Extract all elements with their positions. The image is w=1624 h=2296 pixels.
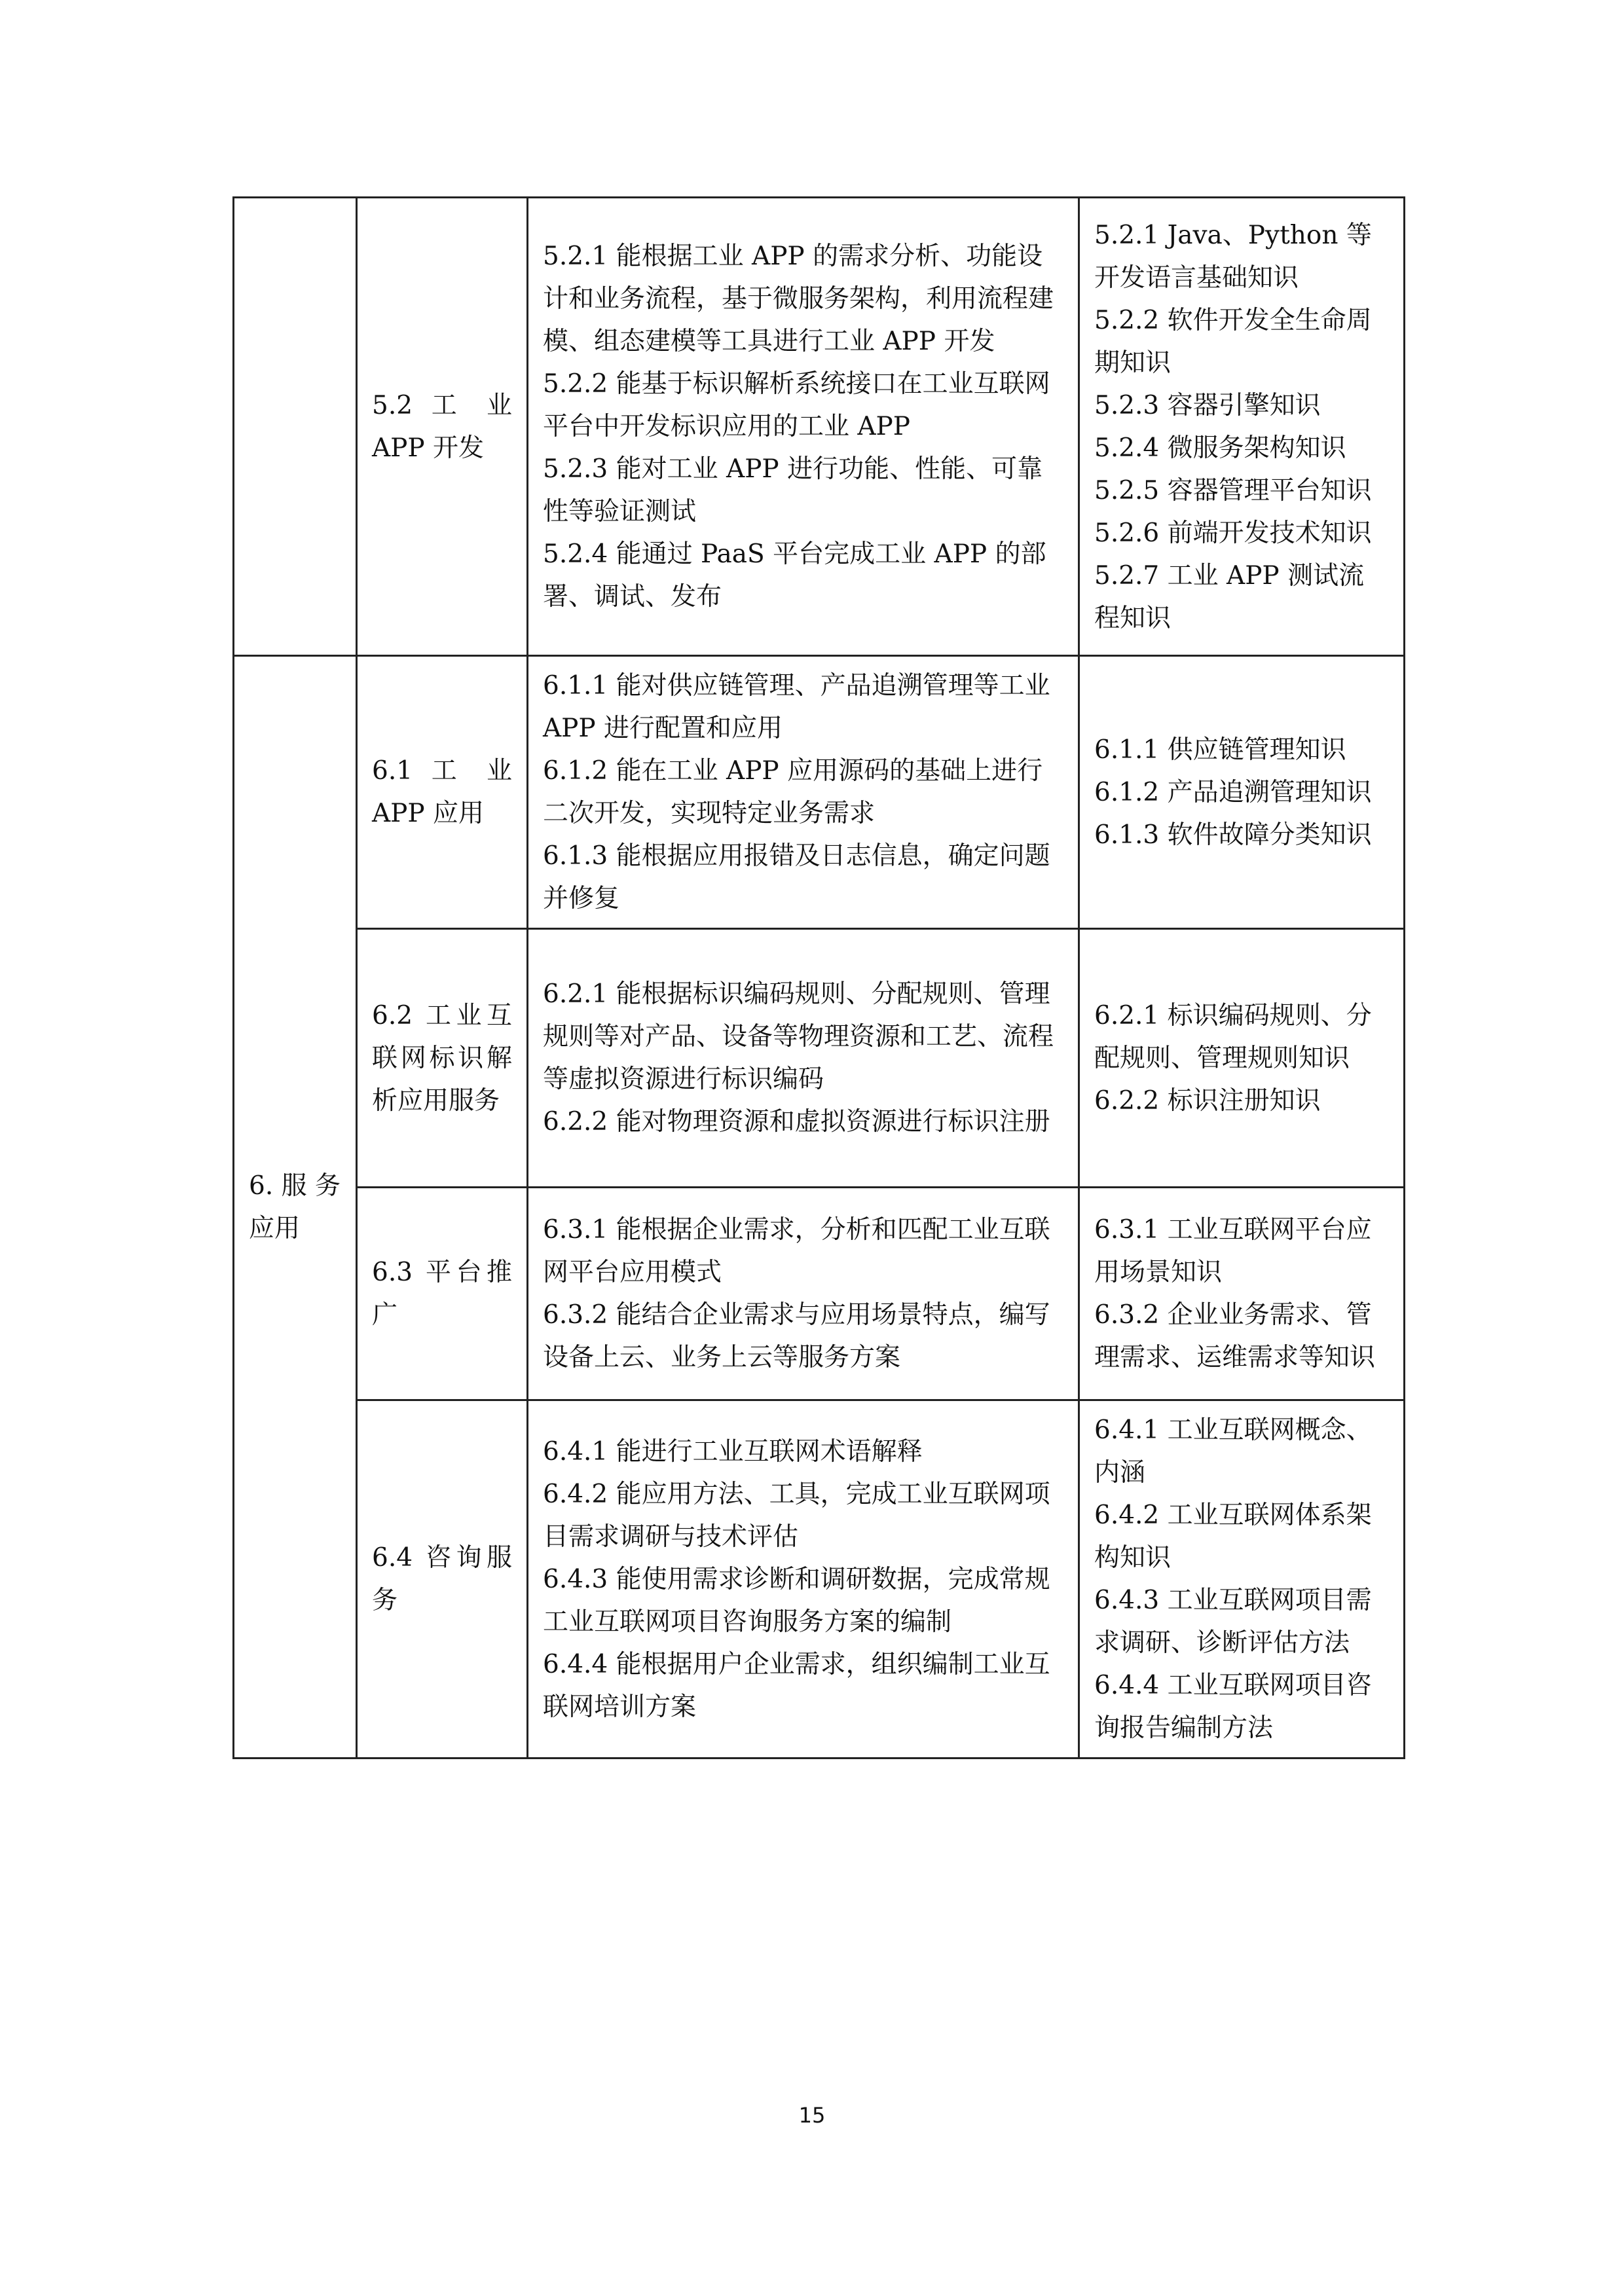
knowledge-item: 6.3.2 企业业务需求、管理需求、运维需求等知识 <box>1094 1300 1376 1372</box>
knowledge-cell <box>1079 198 1405 656</box>
skills-cell <box>528 1400 1079 1758</box>
skill-item: 6.4.2 能应用方法、工具，完成工业互联网项目需求调研与技术评估 <box>543 1479 1050 1552</box>
skill-item: 5.2.3 能对工业 APP 进行功能、性能、可靠性等验证测试 <box>543 454 1043 526</box>
skill-item: 5.2.2 能基于标识解析系统接口在工业互联网平台中开发标识应用的工业 APP <box>543 369 1050 441</box>
knowledge-item: 6.4.4 工业互联网项目咨询报告编制方法 <box>1094 1671 1372 1743</box>
table-row <box>234 1400 1405 1758</box>
knowledge-item: 6.4.2 工业互联网体系架构知识 <box>1094 1501 1372 1573</box>
level1-cell: 6. 服 务应用 <box>234 656 357 1758</box>
knowledge-item: 6.1.1 供应链管理知识 <box>1094 735 1346 765</box>
skill-item: 6.1.2 能在工业 APP 应用源码的基础上进行二次开发，实现特定业务需求 <box>543 756 1043 828</box>
skills-cell <box>528 198 1079 656</box>
level2-cell: 6.2 工业互联网标识解析应用服务 <box>357 929 528 1188</box>
knowledge-cell <box>1079 929 1405 1188</box>
knowledge-cell <box>1079 1188 1405 1400</box>
level2-cell: 5.2 工 业 APP 开发 <box>357 198 528 656</box>
skill-item: 6.1.3 能根据应用报错及日志信息，确定问题并修复 <box>543 841 1050 913</box>
skills-cell <box>528 1188 1079 1400</box>
knowledge-item: 5.2.7 工业 APP 测试流程知识 <box>1094 560 1365 633</box>
skills-table <box>232 196 1405 1759</box>
knowledge-item: 5.2.1 Java、Python 等开发语言基础知识 <box>1094 220 1372 293</box>
skill-item: 6.2.2 能对物理资源和虚拟资源进行标识注册 <box>543 1107 1050 1137</box>
skills-cell <box>528 929 1079 1188</box>
skill-item: 5.2.1 能根据工业 APP 的需求分析、功能设计和业务流程，基于微服务架构，利用流程建模、组态建模等工具进行工业 APP 开发 <box>543 242 1054 356</box>
knowledge-item: 6.4.1 工业互联网概念、内涵 <box>1094 1415 1372 1487</box>
table-row <box>234 198 1405 656</box>
knowledge-item: 5.2.4 微服务架构知识 <box>1094 433 1346 463</box>
knowledge-item: 5.2.3 容器引擎知识 <box>1094 390 1321 420</box>
skill-item: 6.3.1 能根据企业需求，分析和匹配工业互联网平台应用模式 <box>543 1215 1050 1287</box>
skill-item: 6.4.1 能进行工业互联网术语解释 <box>543 1436 923 1467</box>
knowledge-item: 5.2.2 软件开发全生命周期知识 <box>1094 305 1372 378</box>
skill-item: 6.4.4 能根据用户企业需求，组织编制工业互联网培训方案 <box>543 1649 1050 1722</box>
knowledge-item: 6.2.1 标识编码规则、分配规则、管理规则知识 <box>1094 1000 1372 1073</box>
knowledge-item: 6.2.2 标识注册知识 <box>1094 1085 1321 1116</box>
table-row <box>234 1188 1405 1400</box>
page-number: 15 <box>798 2103 826 2128</box>
level2-cell: 6.3 平台推广 <box>357 1188 528 1400</box>
table-row <box>234 929 1405 1188</box>
knowledge-item: 5.2.6 前端开发技术知识 <box>1094 518 1372 548</box>
skills-cell <box>528 656 1079 929</box>
skill-item: 6.3.2 能结合企业需求与应用场景特点，编写设备上云、业务上云等服务方案 <box>543 1300 1050 1372</box>
level1-cell <box>234 198 357 656</box>
level2-cell: 6.4 咨询服务 <box>357 1400 528 1758</box>
knowledge-item: 5.2.5 容器管理平台知识 <box>1094 475 1372 505</box>
skill-item: 6.2.1 能根据标识编码规则、分配规则、管理规则等对产品、设备等物理资源和工艺、流程等虚拟资源进行标识编码 <box>543 979 1054 1094</box>
skill-item: 5.2.4 能通过 PaaS 平台完成工业 APP 的部署、调试、发布 <box>543 539 1046 611</box>
knowledge-item: 6.4.3 工业互联网项目需求调研、诊断评估方法 <box>1094 1586 1372 1658</box>
knowledge-item: 6.3.1 工业互联网平台应用场景知识 <box>1094 1215 1372 1287</box>
level2-cell: 6.1 工 业 APP 应用 <box>357 656 528 929</box>
knowledge-cell <box>1079 656 1405 929</box>
table-row <box>234 656 1405 929</box>
knowledge-item: 6.1.2 产品追溯管理知识 <box>1094 777 1372 807</box>
skill-item: 6.4.3 能使用需求诊断和调研数据，完成常规工业互联网项目咨询服务方案的编制 <box>543 1564 1050 1637</box>
knowledge-cell <box>1079 1400 1405 1758</box>
skill-item: 6.1.1 能对供应链管理、产品追溯管理等工业 APP 进行配置和应用 <box>543 671 1050 743</box>
knowledge-item: 6.1.3 软件故障分类知识 <box>1094 820 1372 850</box>
